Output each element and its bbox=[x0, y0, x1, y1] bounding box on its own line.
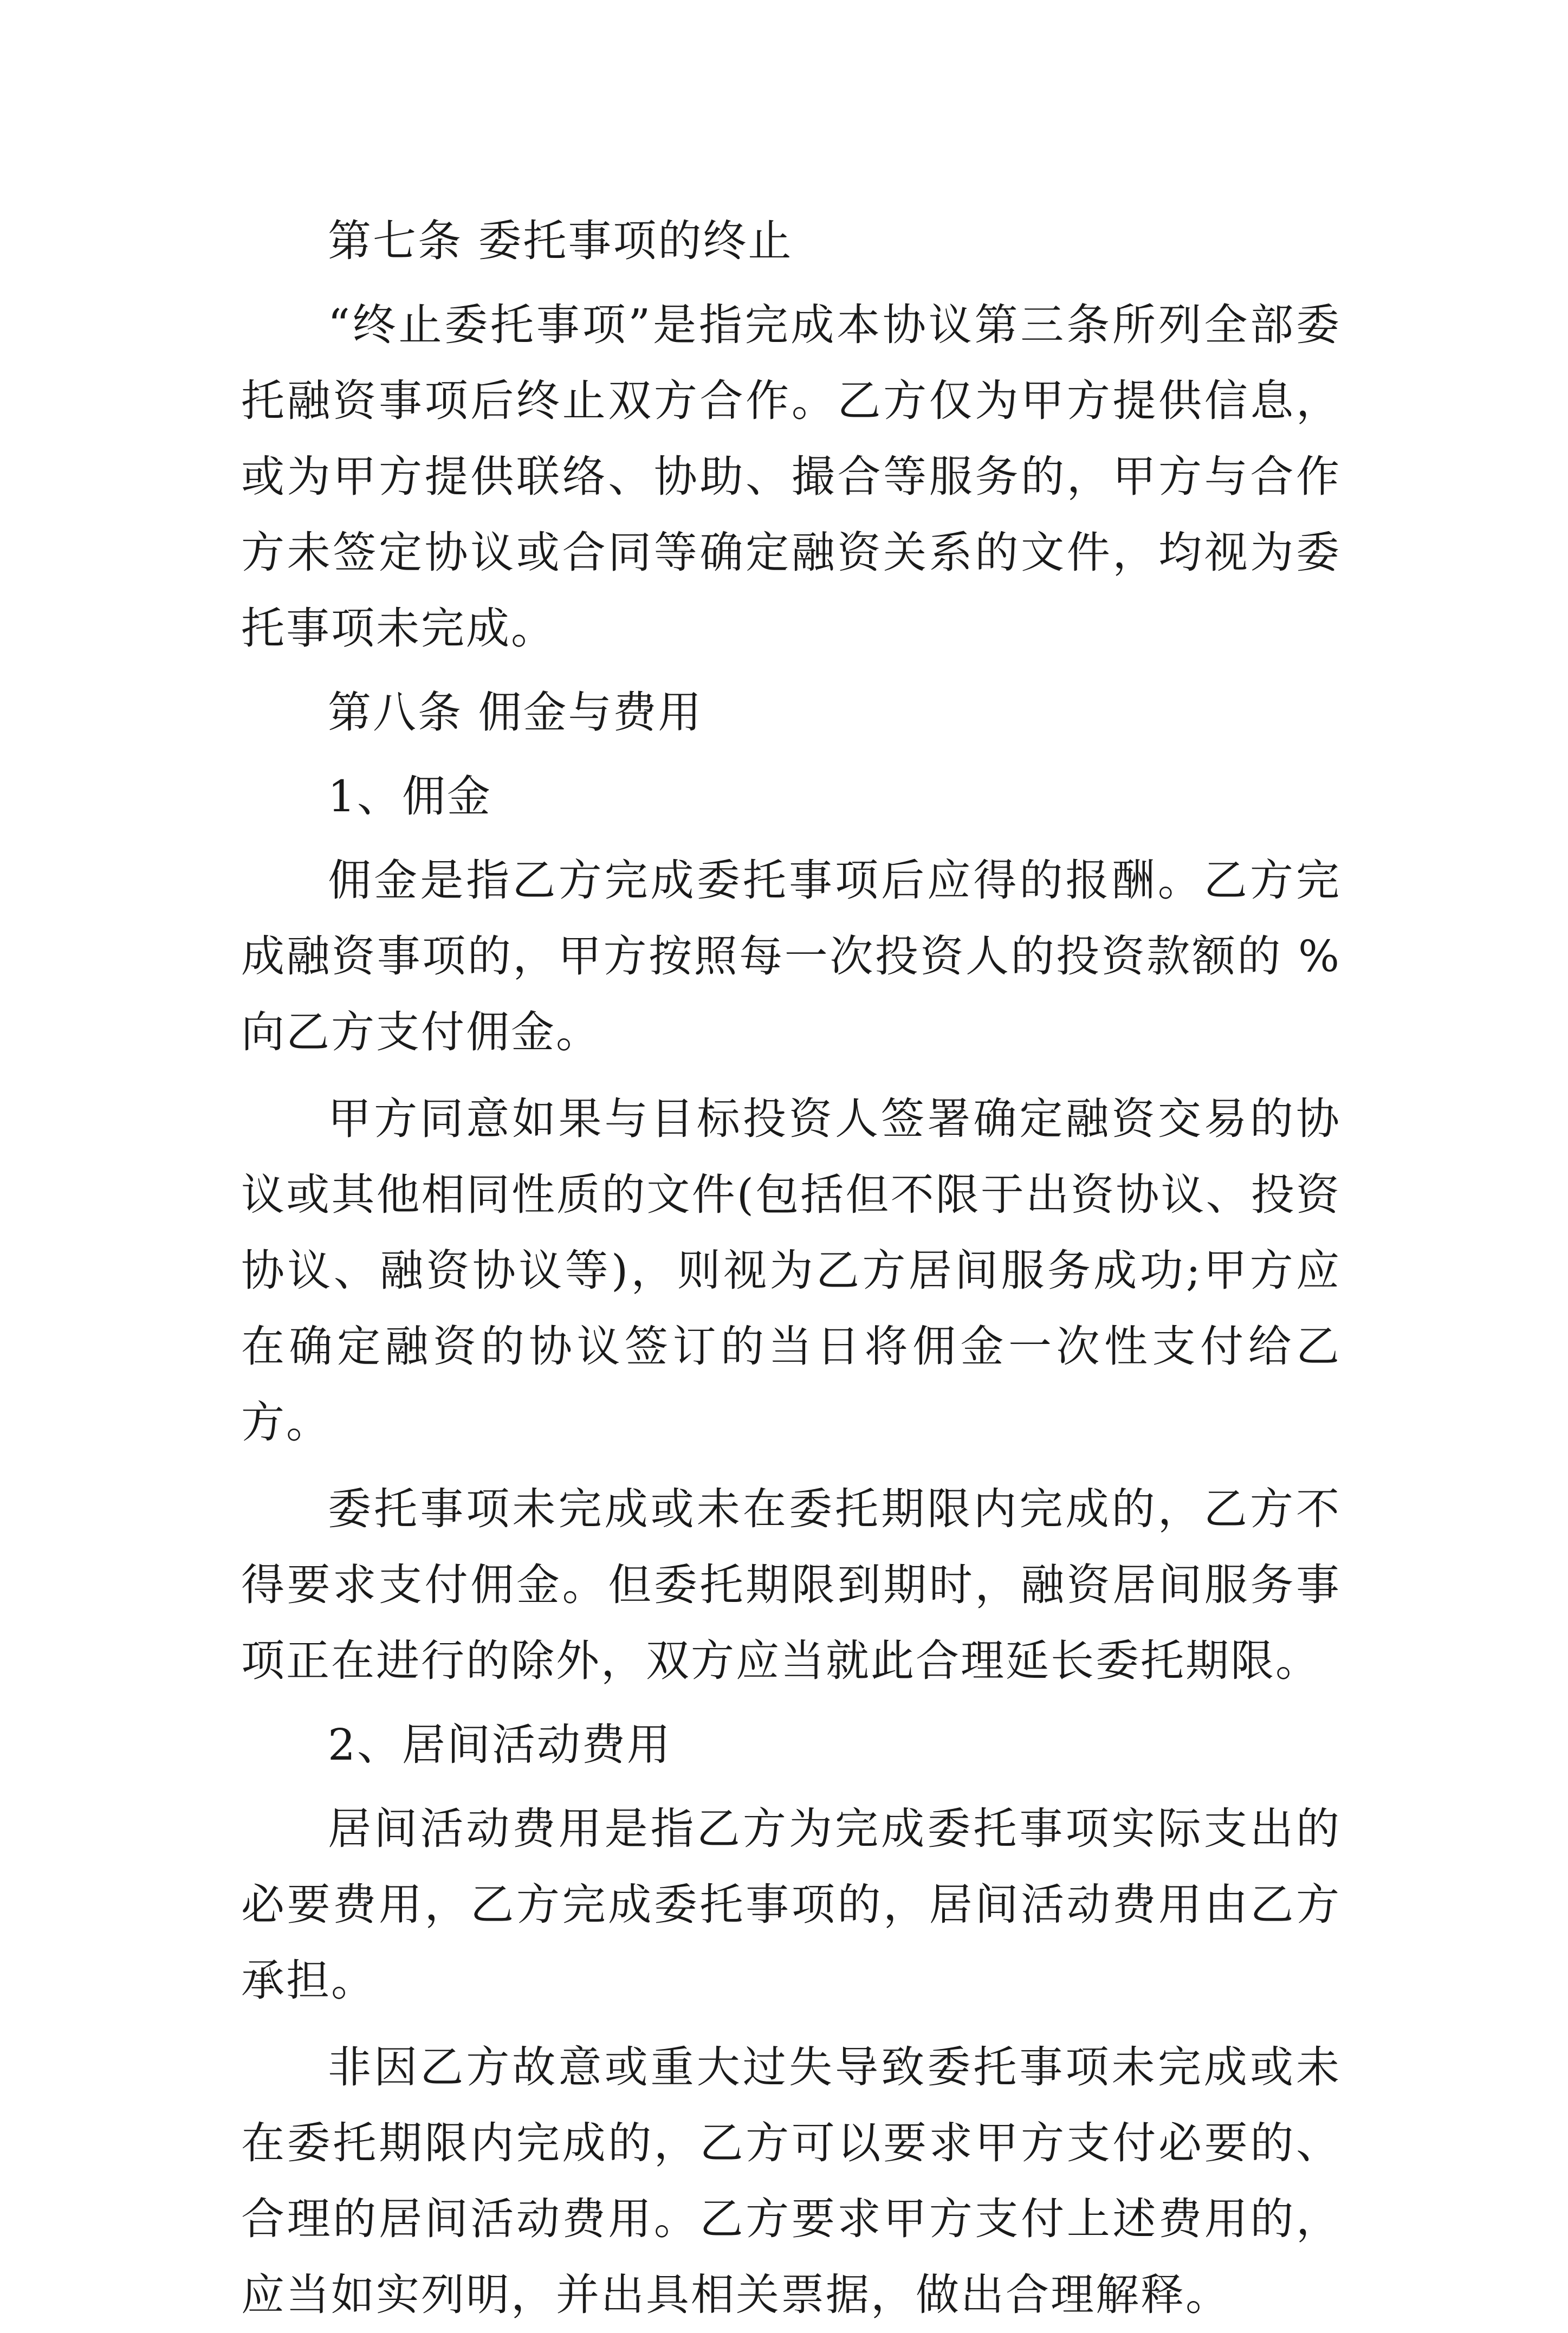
section-2-paragraph-2: 非因乙方故意或重大过失导致委托事项未完成或未在委托期限内完成的，乙方可以要求甲方支付必要的、合理的居间活动费用。乙方要求甲方支付上述费用的，应当如实列明，并出具相关票据，做出合理解释。 bbox=[241, 2042, 1341, 2320]
section-2-paragraph-1: 居间活动费用是指乙方为完成委托事项实际支出的必要费用，乙方完成委托事项的，居间活动费用由乙方承担。 bbox=[241, 1804, 1341, 2006]
section-2-heading: 2、居间活动费用 bbox=[328, 1720, 672, 1770]
article-8-heading: 第八条 佣金与费用 bbox=[328, 687, 703, 738]
section-1-paragraph-1: 佣金是指乙方完成委托事项后应得的报酬。乙方完成融资事项的，甲方按照每一次投资人的投资款额的 %向乙方支付佣金。 bbox=[241, 855, 1341, 1057]
section-1-paragraph-2: 甲方同意如果与目标投资人签署确定融资交易的协议或其他相同性质的文件(包括但不限于出资协议、投资协议、融资协议等)，则视为乙方居间服务成功;甲方应在确定融资的协议签订的当日将佣金一次性支付给乙方。 bbox=[241, 1094, 1341, 1447]
article-7-heading: 第七条 委托事项的终止 bbox=[328, 216, 793, 266]
section-1-heading: 1、佣金 bbox=[328, 771, 492, 822]
section-1-paragraph-3: 委托事项未完成或未在委托期限内完成的，乙方不得要求支付佣金。但委托期限到期时，融资居间服务事项正在进行的除外，双方应当就此合理延长委托期限。 bbox=[241, 1484, 1341, 1686]
document-page bbox=[241, 203, 1341, 2333]
article-7-paragraph: “终止委托事项”是指完成本协议第三条所列全部委托融资事项后终止双方合作。乙方仅为甲方提供信息，或为甲方提供联络、协助、撮合等服务的，甲方与合作方未签定协议或合同等确定融资关系的文件，均视为委托事项未完成。 bbox=[241, 300, 1341, 654]
